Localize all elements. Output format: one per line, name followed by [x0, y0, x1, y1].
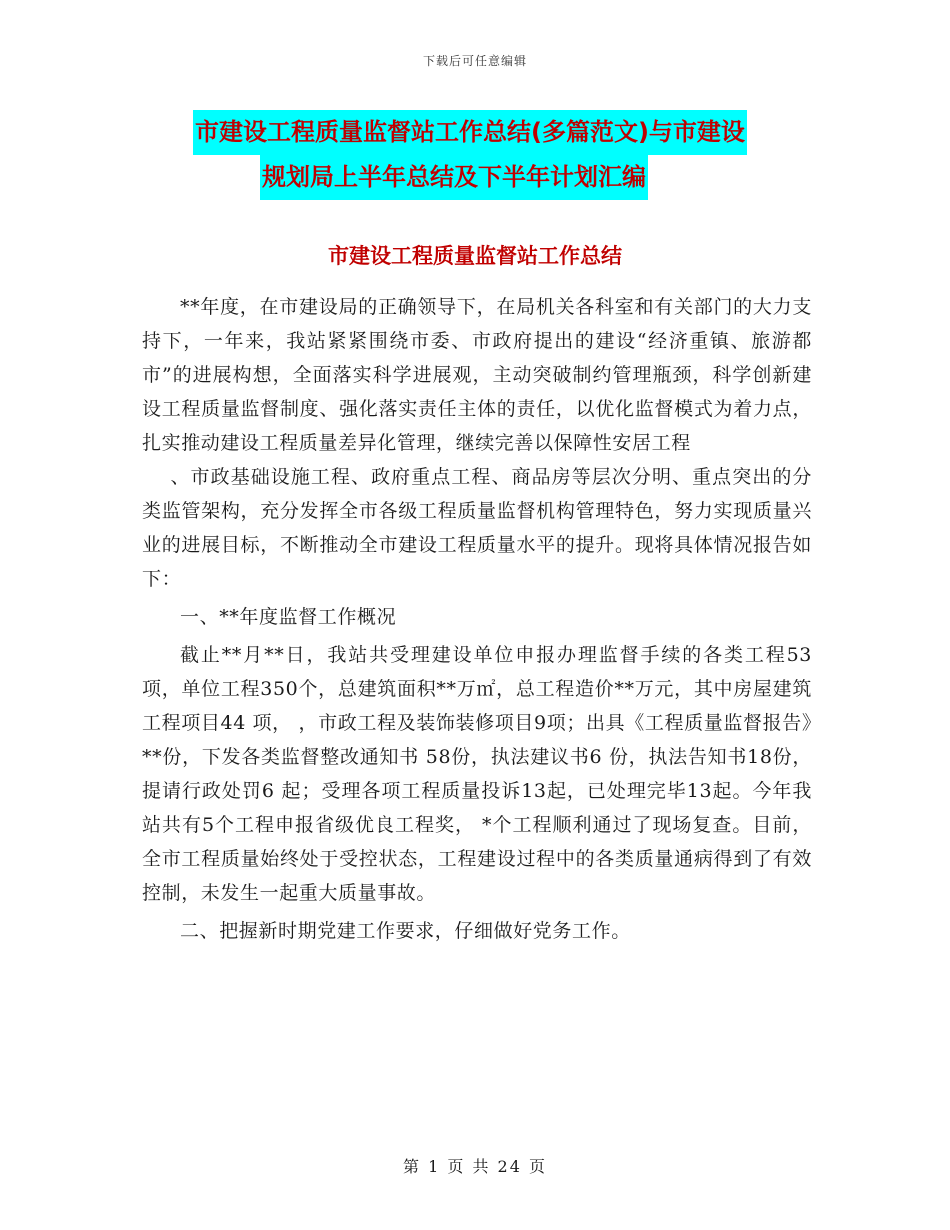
- paragraph-heading: 二、把握新时期党建工作要求，仔细做好党务工作。: [180, 920, 631, 942]
- document-title-line-2: 规划局上半年总结及下半年计划汇编: [260, 155, 648, 200]
- paragraph: **年度，在市建设局的正确领导下，在局机关各科室和有关部门的大力支持下，一年来，我站紧紧围绕市委、市政府提出的建设“经济重镇、旅游都市”的进展构想，全面落实科学进展观，主动突破制约管理瓶颈，科学创新建设工程质量监督制度、强化落实责任主体的责任，以优化监督模式为着力点，扎实推动建设工程质量差异化管理，继续完善以保障性安居工程: [142, 296, 812, 454]
- paragraph: 、市政基础设施工程、政府重点工程、商品房等层次分明、重点突出的分类监管架构，充分发挥全市各级工程质量监督机构管理特色，努力实现质量兴业的进展目标，不断推动全市建设工程质量水平的提升。现将具体情况报告如下：: [142, 466, 812, 590]
- document-title: [140, 110, 830, 200]
- document-title-line-1: 市建设工程质量监督站工作总结(多篇范文)与市建设: [193, 110, 747, 155]
- paragraph-heading: 一、**年度监督工作概况: [180, 606, 397, 628]
- section-title: 市建设工程质量监督站工作总结: [328, 244, 622, 268]
- page-footer: 第 1 页 共 24 页: [403, 1157, 547, 1176]
- page-header-note: 下载后可任意编辑: [422, 54, 527, 68]
- paragraph: 截止**月**日，我站共受理建设单位申报办理监督手续的各类工程53项，单位工程350个，总建筑面积**万㎡，总工程造价**万元，其中房屋建筑工程项目44 项， ，市政工程及装饰装修项目9项；出具《工程质量监督报告》**份，下发各类监督整改通知书 58份，执法建议书6 份，执法告知书18份，提请行政处罚6 起；受理各项工程质量投诉13起，已处理完毕13起。今年我站共有5个工程申报省级优良工程奖， *个工程顺利通过了现场复查。目前，全市工程质量始终处于受控状态，工程建设过程中的各类质量通病得到了有效控制，未发生一起重大质量事故。: [142, 644, 812, 904]
- document-body: [142, 290, 812, 948]
